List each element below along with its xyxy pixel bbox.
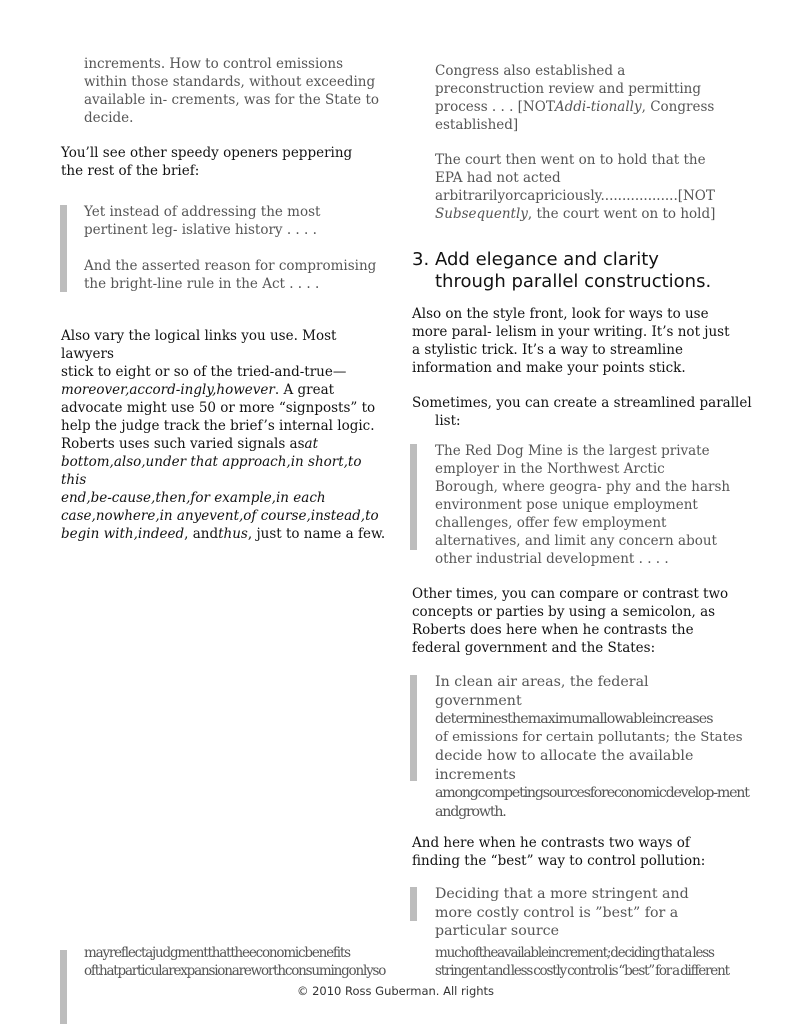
blockquote-increments: increments. How to control emissions within those standards, without exceeding available in- crements, was for the State to decide. (84, 56, 380, 126)
blockquote-congress (435, 62, 725, 134)
page-footer: © 2010 Ross Guberman. All rights (296, 984, 495, 998)
paragraph-other-times: Other times, you can compare or contrast two concepts or parties by using a semicolon, as Roberts does here when he contrasts the federal government and the States: (412, 586, 729, 656)
paragraph-logical-links (61, 327, 391, 543)
signpost-list: bottom,also,under that approach,in short,to this (61, 454, 362, 488)
text-line: amongcompetingsourcesforeconomicdevelop-ment (435, 785, 749, 801)
blockquote-court (435, 151, 725, 223)
blockquote-less-stringent (435, 944, 735, 980)
text-line (61, 507, 391, 525)
emphasis: Addi-tionally (554, 99, 642, 115)
paragraph-here-contrasts: And here when he contrasts two ways of finding the “best” way to control pollution: (412, 835, 706, 869)
blockquote-red-dog-mine: The Red Dog Mine is the largest private employer in the Northwest Arctic Borough, where geogra- phy and the harsh environment pose unique employment challenges, offer few employment alternatives, and limit any concern about other industrial development . . . . (435, 443, 731, 567)
blockquote-bar (60, 205, 67, 292)
text-span: . A great (274, 382, 335, 398)
text-line: Also vary the logical links you use. Most lawyers (61, 328, 337, 362)
text-line: help the judge track the brief’s internal logic. (61, 418, 375, 434)
section-heading (412, 249, 752, 293)
signpost-list: moreover,accord-ingly,however (61, 382, 275, 398)
text-span: , the court went on to hold] (527, 206, 716, 222)
text-line (61, 381, 391, 399)
text-line: mayreflectajudgmentthattheeconomicbenefits (84, 945, 350, 961)
blockquote-clean-air (435, 673, 749, 821)
blockquote-deciding: Deciding that a more stringent and more costly control is ”best” for a particular source (435, 886, 689, 939)
blockquote-economic-benefits (84, 944, 384, 980)
heading-number: 3. (412, 249, 430, 270)
blockquote-yet-instead: Yet instead of addressing the most pertinent leg- islative history . . . . (84, 204, 321, 238)
text-line: ofthatparticularexpansionareworthconsumingonlyso (84, 963, 386, 979)
text-span: , Congress established] (435, 99, 715, 133)
signpost-list: case,nowhere,in anyevent,of course,instead,to (61, 508, 379, 524)
signpost-list: end,be-cause,then,for example,in each (61, 490, 326, 506)
text-line (61, 435, 391, 453)
paragraph-speedy-openers: You’ll see other speedy openers peppering the rest of the brief: (61, 145, 353, 179)
text-line: advocate might use 50 or more “signposts” to (61, 400, 376, 416)
heading-line: through parallel constructions. (435, 271, 712, 292)
text-line: muchoftheavailableincrement;deciding that a less (435, 945, 714, 961)
text-line: government (435, 692, 522, 709)
text-span: Congress also established a preconstruction review and permitting process . . . [NOT (435, 63, 701, 115)
signpost-list: begin with,indeed (61, 526, 185, 542)
blockquote-bar (410, 887, 417, 921)
text-line: increments (435, 766, 516, 783)
text-line (61, 453, 391, 489)
text-line: decide how to allocate the available (435, 748, 694, 764)
text-span: , and (184, 526, 219, 542)
text-line: determinesthemaximumallowableincreases (435, 711, 713, 727)
text-line: stringent and less costly control is “best” for a different (435, 963, 729, 979)
paragraph-sometimes: Sometimes, you can create a streamlined parallel list: (412, 395, 752, 429)
blockquote-bar (410, 675, 417, 781)
text-line: stick to eight or so of the tried-and-true— (61, 364, 347, 380)
text-span: , just to name a few. (247, 526, 386, 542)
paragraph-style-front: Also on the style front, look for ways to use more paral- lelism in your writing. It’s not just a stylistic trick. It’s a way to streamline information and make your points stick. (412, 306, 730, 376)
text-span: Roberts uses such varied signals as (61, 436, 305, 452)
text-span: The court then went on to hold that the EPA had not acted arbitrarilyorcapriciously..................[NOT (435, 152, 715, 204)
text-line: of emissions for certain pollutants; the States (435, 729, 743, 745)
text-line: andgrowth. (435, 803, 506, 820)
signpost-list: at (304, 436, 319, 452)
emphasis: Subsequently (435, 206, 528, 222)
blockquote-asserted-reason: And the asserted reason for compromising the bright-line rule in the Act . . . . (84, 258, 377, 292)
signpost-list: thus (218, 526, 248, 542)
text-line (61, 525, 391, 543)
text-line: In clean air areas, the federal (435, 674, 649, 690)
heading-line (412, 249, 752, 271)
text-line (61, 489, 391, 507)
heading-text: Add elegance and clarity (435, 249, 659, 270)
blockquote-bar (410, 444, 417, 550)
